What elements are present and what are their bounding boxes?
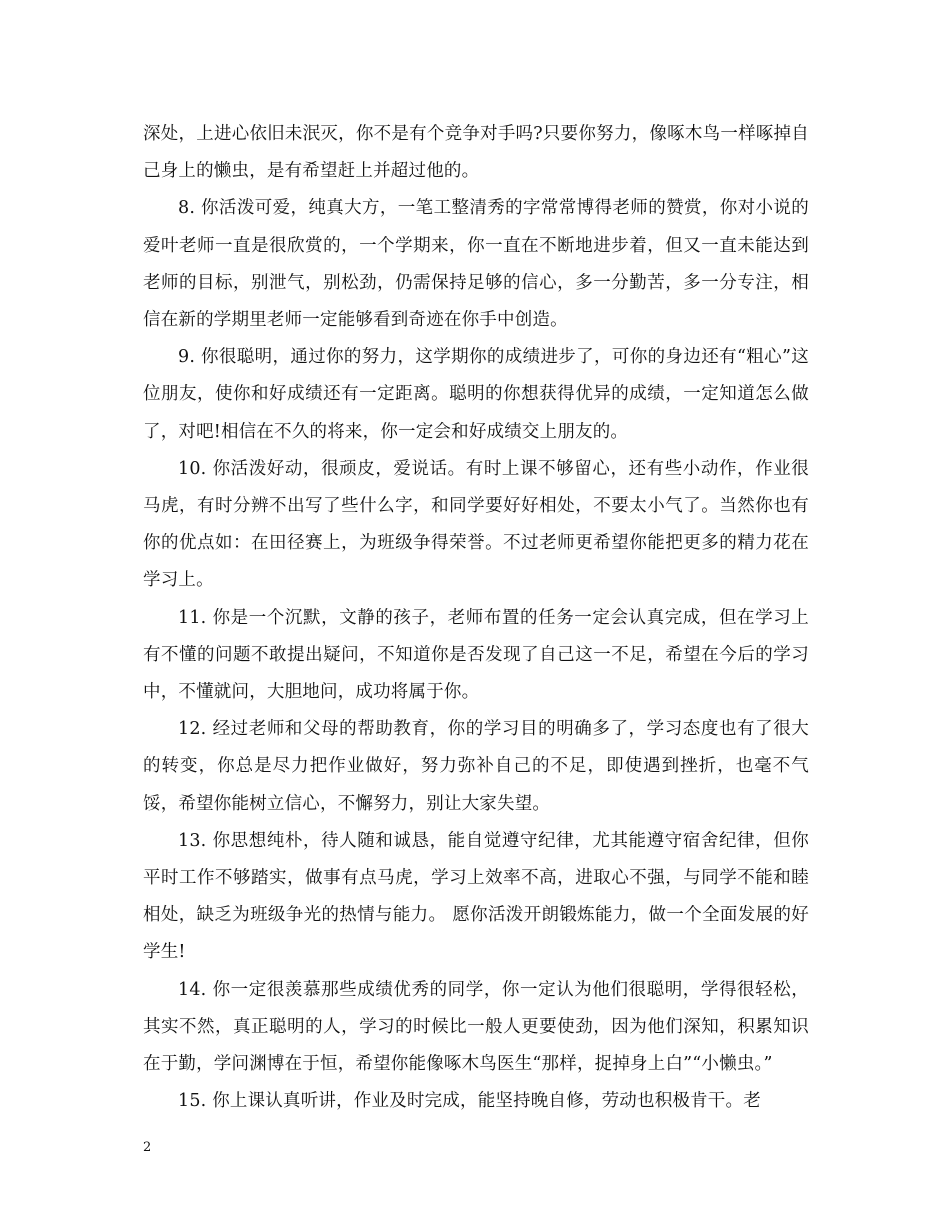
paragraph-item-10: 10. 你活泼好动，很顽皮，爱说话。有时上课不够留心，还有些小动作，作业很马虎，有时分辨不出写了些什么字，和同学要好好相处，不要太小气了。当然你也有你的优点如：在田径赛上，为班级争得荣誉。不过老师更希望你能把更多的精力花在学习上。 xyxy=(143,458,809,591)
paragraph-item-13: 13. 你思想纯朴，待人随和诚恳，能自觉遵守纪律，尤其能遵守宿舍纪律，但你平时工作不够踏实，做事有点马虎，学习上效率不高，进取心不强，与同学不能和睦相处，缺乏为班级争光的热情与能力。 愿你活泼开朗锻炼能力，做一个全面发展的好学生! xyxy=(143,830,809,963)
paragraph-item-15: 15. 你上课认真听讲，作业及时完成，能坚持晚自修，劳动也积极肯干。老 xyxy=(178,1091,761,1112)
paragraph-item-14: 14. 你一定很羡慕那些成绩优秀的同学，你一定认为他们很聪明，学得很轻松，其实不然，真正聪明的人，学习的时候比一般人更要使劲，因为他们深知，积累知识在于勤，学问渊博在于恒，希望你能像啄木鸟医生“那样，捉掉身上白”“小懒虫。” xyxy=(143,979,809,1075)
paragraph-continuation: 深处，上进心依旧未泯灭，你不是有个竞争对手吗?只要你努力，像啄木鸟一样啄掉自己身上的懒虫，是有希望赶上并超过他的。 xyxy=(143,124,809,182)
document-body xyxy=(143,116,809,1120)
paragraph-item-8: 8. 你活泼可爱，纯真大方，一笔工整清秀的字常常博得老师的赞赏，你对小说的爱叶老师一直是很欣赏的，一个学期来，你一直在不断地进步着，但又一直未能达到老师的目标，别泄气，别松劲，仍需保持足够的信心，多一分勤苦，多一分专注，相信在新的学期里老师一定能够看到奇迹在你手中创造。 xyxy=(143,198,809,331)
paragraph-item-9: 9. 你很聪明，通过你的努力，这学期你的成绩进步了，可你的身边还有“粗心”这位朋友，使你和好成绩还有一定距离。聪明的你想获得优异的成绩，一定知道怎么做了，对吧!相信在不久的将来，你一定会和好成绩交上朋友的。 xyxy=(143,347,809,442)
paragraph-item-11: 11. 你是一个沉默，文静的孩子，老师布置的任务一定会认真完成，但在学习上有不懂的问题不敢提出疑问，不知道你是否发现了自己这一不足，希望在今后的学习中，不懂就问，大胆地问，成功将属于你。 xyxy=(143,607,809,703)
paragraph-item-12: 12. 经过老师和父母的帮助教育，你的学习目的明确多了，学习态度也有了很大的转变，你总是尽力把作业做好，努力弥补自己的不足，即使遇到挫折，也毫不气馁，希望你能树立信心，不懈努力，别让大家失望。 xyxy=(143,719,809,814)
page-number: 2 xyxy=(143,1140,152,1155)
